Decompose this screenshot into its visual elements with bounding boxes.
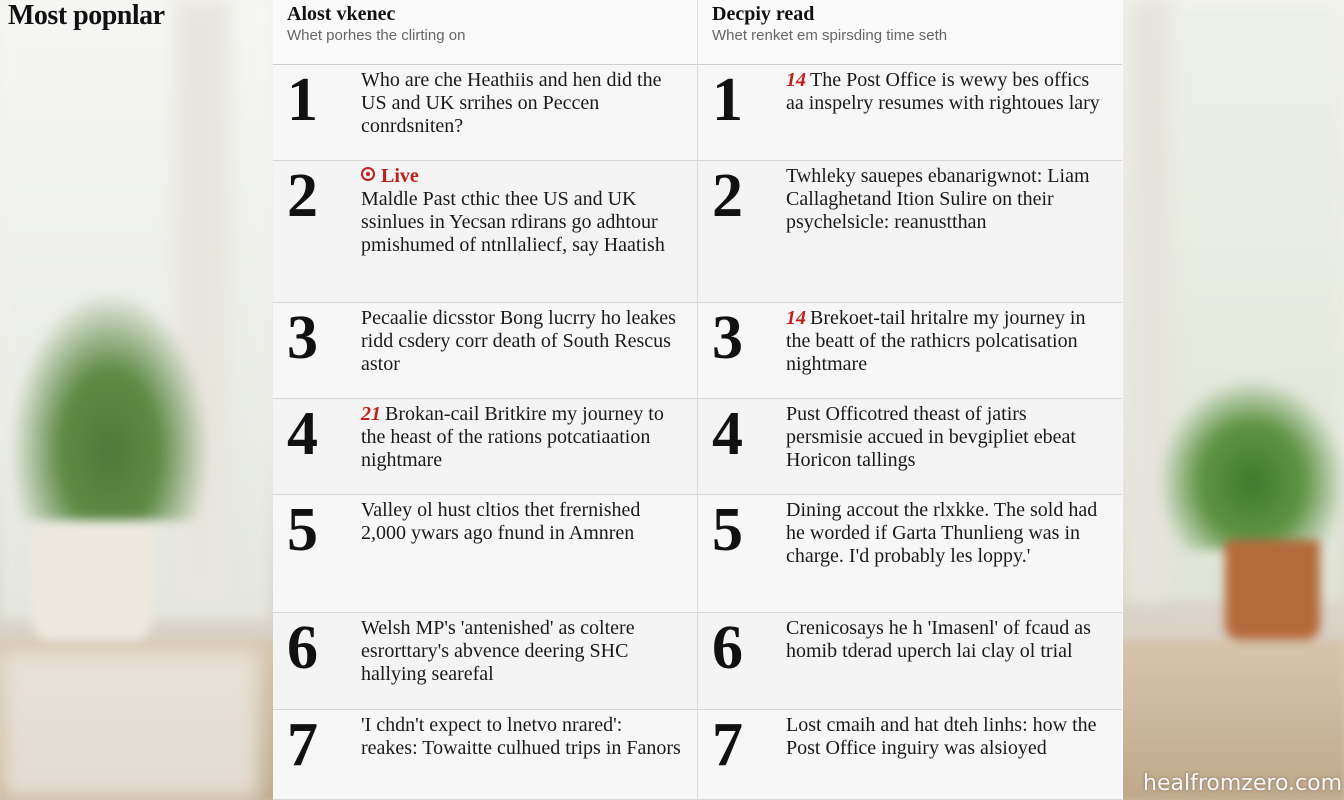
headline-text: Brokan-cail Britkire my journey to the heast of the rations potcatiaation nightmare <box>361 403 664 471</box>
left-column <box>273 0 697 800</box>
rank-number: 2 <box>712 162 743 230</box>
section-badge: 21 <box>361 403 381 425</box>
headline-text: Welsh MP's 'antenished' as coltere esrorttary's abvence deering SHC hallying searefal <box>361 617 635 685</box>
watermark: healfromzero.com <box>1143 771 1342 796</box>
rank-number: 4 <box>287 400 318 468</box>
rank-number: 5 <box>287 496 318 564</box>
list-item[interactable] <box>273 495 697 613</box>
headline-text: 'I chdn't expect to lnetvo nrared': reakes: Towaitte culhued trips in Fanors <box>361 714 681 759</box>
left-column-header <box>273 0 697 65</box>
headline-text: Maldle Past cthic thee US and UK ssinlues in Yecsan rdirans go adhtour pmishumed of ntnllaliecf, say Haatish <box>361 188 665 256</box>
rank-number: 2 <box>287 162 318 230</box>
list-item[interactable] <box>273 65 697 161</box>
article-headline[interactable] <box>361 65 697 160</box>
article-headline[interactable] <box>786 399 1122 494</box>
list-item[interactable] <box>698 495 1122 613</box>
list-item[interactable] <box>698 303 1122 399</box>
headline-text: Valley ol hust cltios thet frernished 2,000 ywars ago fnund in Amnren <box>361 499 641 544</box>
right-column-title[interactable]: Decpiy read <box>712 3 815 25</box>
article-headline[interactable] <box>361 399 697 494</box>
article-headline[interactable] <box>361 303 697 398</box>
article-headline[interactable] <box>361 613 697 709</box>
article-headline[interactable] <box>786 710 1122 799</box>
headline-text: Pecaalie dicsstor Bong lucrry ho leakes ridd csdery corr death of South Rescus astor <box>361 307 676 375</box>
article-headline[interactable] <box>786 65 1122 160</box>
article-headline[interactable] <box>786 613 1122 709</box>
headline-text: Dining accout the rlxkke. The sold had he worded if Garta Thunlieng was in charge. I'd probably les loppy.' <box>786 499 1098 567</box>
headline-text: Lost cmaih and hat dteh linhs: how the Post Office inguiry was alsioyed <box>786 714 1097 759</box>
list-item[interactable] <box>273 613 697 710</box>
rank-number: 6 <box>712 614 743 682</box>
live-badge <box>361 165 683 188</box>
rank-number: 4 <box>712 400 743 468</box>
headline-text: The Post Office is wewy bes offics aa inspelry resumes with rightoues lary <box>786 69 1100 114</box>
list-item[interactable] <box>698 161 1122 303</box>
article-headline[interactable] <box>786 161 1122 302</box>
article-headline[interactable] <box>361 161 697 302</box>
right-column-subtitle: Whet renket em spirsding time seth <box>712 27 948 44</box>
section-badge: 14 <box>786 307 806 329</box>
headline-text: Who are che Heathiis and hen did the US and UK srrihes on Peccen conrdsniten? <box>361 69 662 137</box>
rank-number: 1 <box>287 66 318 134</box>
article-headline[interactable] <box>786 495 1122 612</box>
article-headline[interactable] <box>361 495 697 612</box>
list-item[interactable] <box>273 399 697 495</box>
rank-number: 7 <box>712 711 743 779</box>
live-label: Live <box>381 165 419 187</box>
headline-text: Crenicosays he h 'Imasenl' of fcaud as homib tderad uperch lai clay ol trial <box>786 617 1091 662</box>
list-item[interactable] <box>698 710 1122 800</box>
left-article-list <box>273 65 697 800</box>
rank-number: 5 <box>712 496 743 564</box>
left-column-subtitle: Whet porhes the clirting on <box>287 27 466 44</box>
rank-number: 7 <box>287 711 318 779</box>
section-badge: 14 <box>786 69 806 91</box>
potted-plant-left <box>10 290 210 650</box>
potted-plant-right <box>1160 380 1344 660</box>
most-popular-panel <box>273 0 1123 800</box>
headline-text: Twhleky sauepes ebanarigwnot: Liam Callaghetand Ition Sulire on their psychelsicle: reanustthan <box>786 165 1090 233</box>
rank-number: 3 <box>712 304 743 372</box>
live-dot-icon <box>361 167 375 181</box>
right-article-list <box>698 65 1122 800</box>
rank-number: 6 <box>287 614 318 682</box>
headline-text: Pust Officotred theast of jatirs persmisie accued in bevgipliet ebeat Horicon tallings <box>786 403 1076 471</box>
list-item[interactable] <box>273 710 697 800</box>
headline-text: Brekoet-tail hritalre my journey in the beatt of the rathicrs polcatisation nightmare <box>786 307 1086 375</box>
list-item[interactable] <box>698 65 1122 161</box>
list-item[interactable] <box>698 399 1122 495</box>
list-item[interactable] <box>273 161 697 303</box>
article-headline[interactable] <box>361 710 697 799</box>
page-title: Most popnlar <box>8 0 165 31</box>
left-column-title[interactable]: Alost vkenec <box>287 3 396 25</box>
article-headline[interactable] <box>786 303 1122 398</box>
rank-number: 1 <box>712 66 743 134</box>
right-column-header <box>698 0 1122 65</box>
right-column <box>697 0 1122 800</box>
list-item[interactable] <box>273 303 697 399</box>
rank-number: 3 <box>287 304 318 372</box>
list-item[interactable] <box>698 613 1122 710</box>
